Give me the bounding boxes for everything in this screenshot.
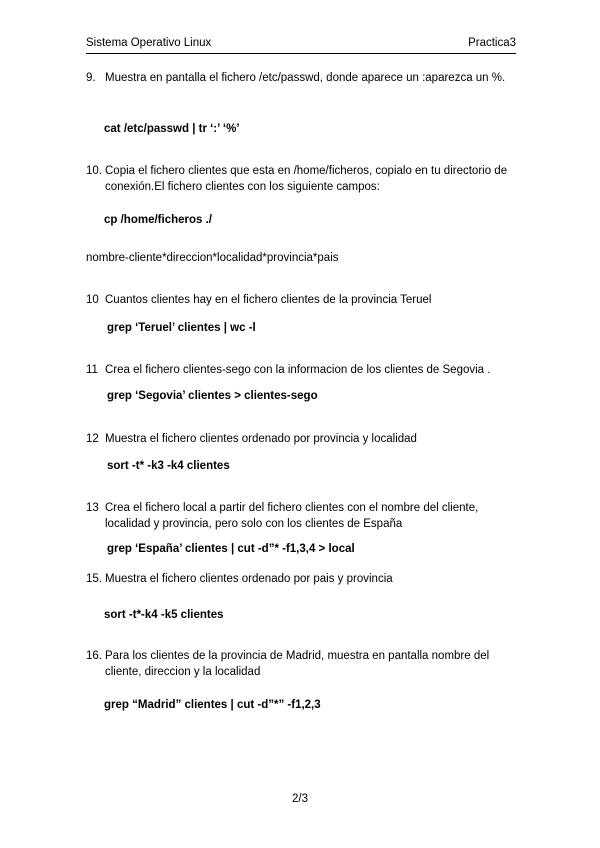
exercise-9	[86, 70, 518, 86]
header-title: Sistema Operativo Linux	[86, 37, 212, 49]
header-practice: Practica3	[468, 37, 516, 49]
exercise-command: grep “Madrid” clientes | cut -d”*” -f1,2,3	[104, 699, 321, 711]
exercise-text: Copia el fichero clientes que esta en /home/ficheros, copialo en tu directorio de conexión.El fichero clientes con los siguiente campos:	[105, 165, 508, 193]
page-number: 2/3	[292, 793, 308, 805]
exercise-10a	[86, 163, 518, 195]
page-header	[86, 37, 516, 54]
exercise-number: 15.	[86, 573, 102, 585]
fields-line: nombre-cliente*direccion*localidad*provincia*pais	[86, 252, 339, 264]
exercise-16	[86, 648, 518, 680]
exercise-10b	[86, 292, 518, 308]
exercise-text: Para los clientes de la provincia de Madrid, muestra en pantalla nombre del cliente, direccion y la localidad	[105, 650, 490, 678]
exercise-12	[86, 431, 518, 447]
exercise-number: 16.	[86, 650, 102, 662]
exercise-text: Muestra el fichero clientes ordenado por pais y provincia	[105, 573, 393, 585]
exercise-number: 9.	[86, 72, 96, 84]
exercise-text: Crea el fichero local a partir del fichero clientes con el nombre del cliente, localidad y provincia, pero solo con los clientes de España	[105, 502, 479, 530]
exercise-text: Muestra en pantalla el fichero /etc/passwd, donde aparece un :aparezca un %.	[105, 72, 506, 84]
exercise-text: Muestra el fichero clientes ordenado por provincia y localidad	[105, 433, 417, 445]
exercise-text: Crea el fichero clientes-sego con la informacion de los clientes de Segovia .	[105, 364, 491, 376]
exercise-number: 13	[86, 502, 99, 514]
exercise-15	[86, 571, 518, 587]
exercise-command: grep ‘España’ clientes | cut -d”* -f1,3,4 > local	[107, 543, 355, 555]
exercise-text: Cuantos clientes hay en el fichero clientes de la provincia Teruel	[105, 294, 432, 306]
exercise-command: cp /home/ficheros ./	[104, 214, 212, 226]
exercise-command: sort -t* -k3 -k4 clientes	[107, 460, 230, 472]
exercise-command: grep ‘Teruel’ clientes | wc -l	[107, 322, 256, 334]
exercise-13	[86, 500, 518, 532]
exercise-number: 10	[86, 294, 99, 306]
exercise-number: 11	[86, 364, 98, 376]
exercise-command: cat /etc/passwd | tr ‘:’ ‘%’	[104, 123, 240, 135]
exercise-11	[86, 362, 518, 378]
exercise-command: grep ‘Segovia’ clientes > clientes-sego	[107, 390, 318, 402]
exercise-number: 10.	[86, 165, 102, 177]
exercise-command: sort -t*-k4 -k5 clientes	[104, 609, 224, 621]
exercise-number: 12	[86, 433, 99, 445]
